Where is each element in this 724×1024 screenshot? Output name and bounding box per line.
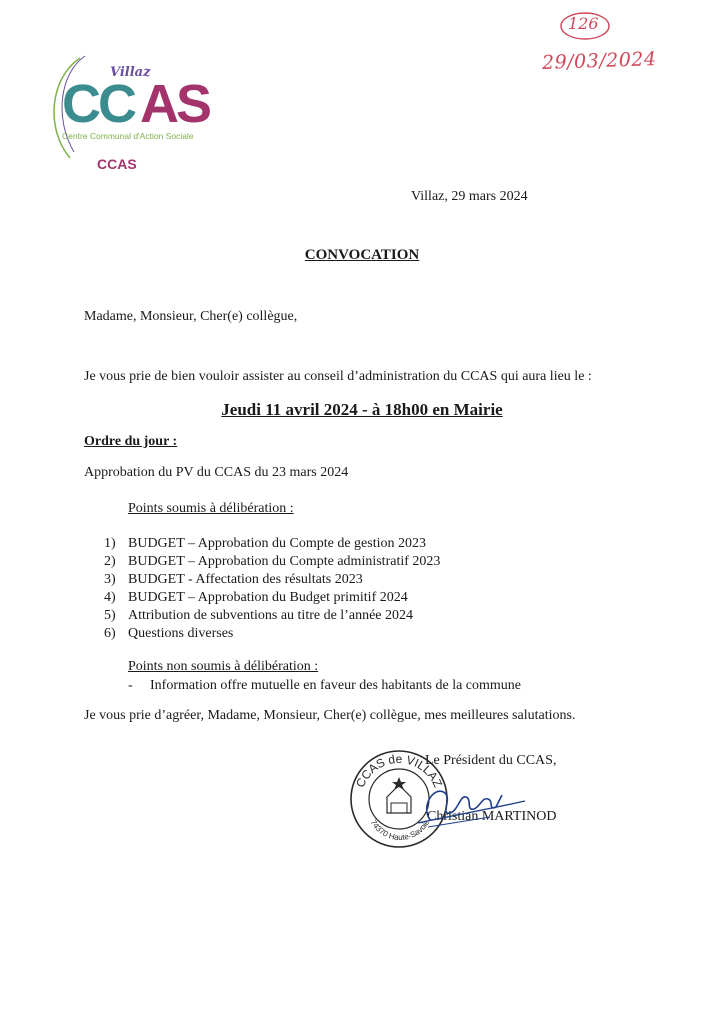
- list-item: [104, 589, 440, 607]
- greeting: Madame, Monsieur, Cher(e) collègue,: [84, 309, 298, 324]
- list-item-number: 4): [104, 590, 116, 605]
- list-item: [104, 625, 440, 643]
- points-heading: Points soumis à délibération :: [128, 501, 294, 516]
- closing-paragraph: Je vous prie d’agréer, Madame, Monsieur, Cher(e) collègue, mes meilleures salutations.: [84, 708, 576, 723]
- intro-paragraph: Je vous prie de bien vouloir assister au conseil d’administration du CCAS qui aura lieu le :: [84, 369, 592, 384]
- meeting-date: Jeudi 11 avril 2024 - à 18h00 en Mairie: [221, 400, 503, 419]
- list-item-text: Questions diverses: [128, 626, 234, 641]
- approval-item: Approbation du PV du CCAS du 23 mars 2024: [84, 465, 349, 480]
- annotation-date: 29/03/2024: [541, 48, 657, 74]
- signature: [400, 765, 530, 835]
- list-item-number: 2): [104, 554, 116, 569]
- svg-text:Centre Communal d'Action Socia: Centre Communal d'Action Sociale: [62, 131, 194, 141]
- svg-text:AS: AS: [140, 74, 210, 134]
- svg-text:CC: CC: [62, 74, 134, 134]
- logo-subtitle: CCAS: [97, 156, 137, 172]
- agenda-heading: Ordre du jour :: [84, 434, 178, 449]
- president-title: Le Président du CCAS,: [425, 753, 557, 768]
- list-item-text: Information offre mutuelle en faveur des habitants de la commune: [150, 678, 521, 693]
- annotation-circle-icon: [540, 10, 670, 50]
- list-item-text: BUDGET - Affectation des résultats 2023: [128, 572, 363, 587]
- signer-name: Christian MARTINOD: [427, 809, 557, 824]
- list-item-text: Attribution de subventions au titre de l’année 2024: [128, 608, 413, 623]
- bullet-dash: -: [128, 678, 133, 693]
- ccas-logo-graphic: [40, 48, 240, 178]
- list-item-number: 5): [104, 608, 116, 623]
- svg-text:Villaz: Villaz: [110, 65, 151, 80]
- annotation-number: 126: [568, 14, 599, 33]
- stamp-bottom-text: 74370 Haute-Savoie: [368, 818, 432, 843]
- ccas-logo: [40, 48, 240, 178]
- list-item-text: BUDGET – Approbation du Budget primitif 2024: [128, 590, 408, 605]
- list-item-text: BUDGET – Approbation du Compte administratif 2023: [128, 554, 441, 569]
- list-item: [128, 678, 521, 694]
- handwritten-annotation: [540, 10, 670, 80]
- list-item: [104, 571, 440, 589]
- list-item: [104, 535, 440, 553]
- list-item: [104, 553, 440, 571]
- list-item-number: 1): [104, 536, 116, 551]
- list-item: [104, 607, 440, 625]
- nonpoints-heading: Points non soumis à délibération :: [128, 659, 319, 674]
- stamp-top-text: CCAS de VILLAZ: [353, 751, 445, 790]
- place-date: Villaz, 29 mars 2024: [411, 189, 528, 204]
- list-item-text: BUDGET – Approbation du Compte de gestion 2023: [128, 536, 426, 551]
- signature-graphic: [400, 765, 530, 835]
- points-list: [104, 535, 440, 643]
- letter-title: CONVOCATION: [304, 247, 420, 263]
- list-item-number: 6): [104, 626, 116, 641]
- list-item-number: 3): [104, 572, 116, 587]
